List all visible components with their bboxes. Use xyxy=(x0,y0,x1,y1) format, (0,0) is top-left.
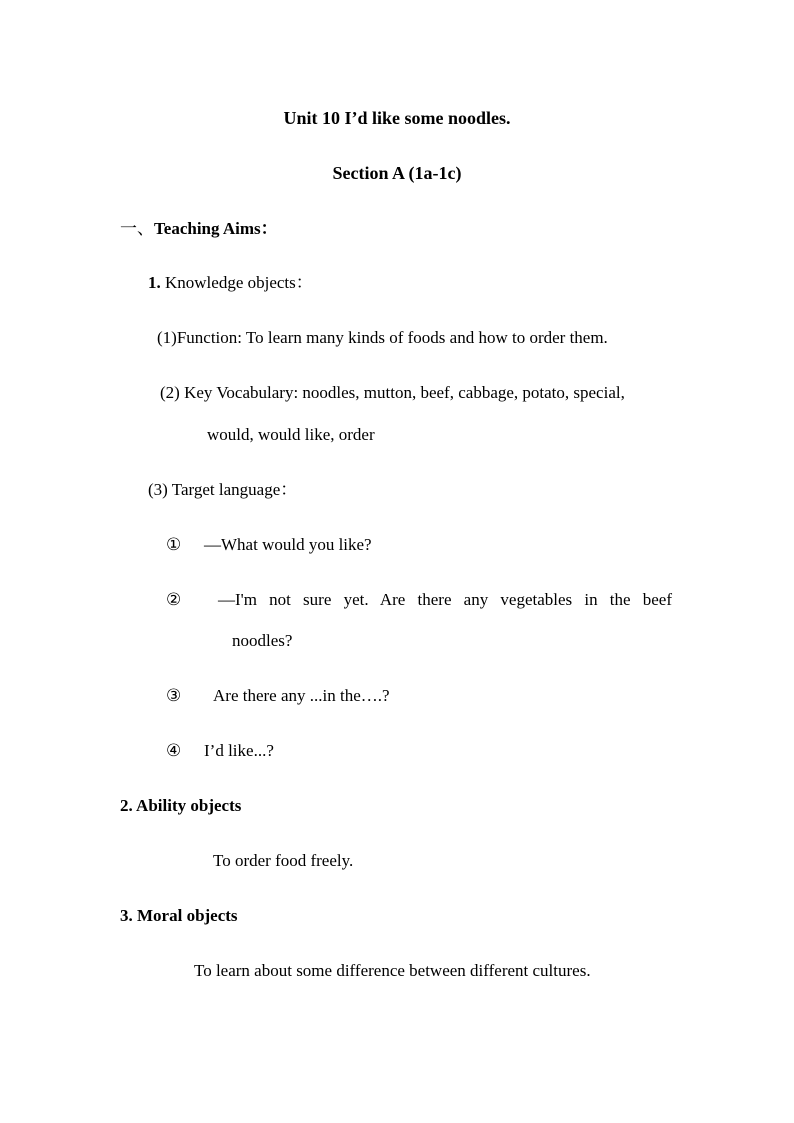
ability-objects-heading: 2. Ability objects xyxy=(120,796,242,815)
teaching-aims-heading xyxy=(120,219,278,239)
vocabulary-line-1: (2) Key Vocabulary: noodles, mutton, beef, cabbage, potato, special, xyxy=(160,383,625,402)
page-title: Unit 10 I’d like some noodles. xyxy=(283,108,511,128)
knowledge-number: 1. xyxy=(148,273,161,292)
target-item-3: Are there any ...in the….? xyxy=(213,686,390,705)
moral-objects-heading: 3. Moral objects xyxy=(120,906,238,925)
target-item-2-continuation: noodles? xyxy=(232,631,293,650)
item-marker-4: ④ xyxy=(166,741,182,761)
function-line: (1)Function: To learn many kinds of foods and how to order them. xyxy=(157,328,608,347)
target-item-4: I’d like...? xyxy=(204,741,274,760)
teaching-aims-label: Teaching Aims： xyxy=(154,219,278,238)
knowledge-label: Knowledge objects： xyxy=(160,273,313,292)
target-item-2: —I'm not sure yet. Are there any vegetables in the beef xyxy=(218,590,672,609)
ability-objects-text: To order food freely. xyxy=(213,851,354,870)
item-marker-3: ③ xyxy=(166,686,182,706)
moral-objects-text: To learn about some difference between different cultures. xyxy=(194,961,591,980)
vocabulary-line-2: would, would like, order xyxy=(207,425,375,444)
target-item-1: —What would you like? xyxy=(204,535,372,554)
knowledge-objects-heading xyxy=(148,273,313,293)
target-language-label: (3) Target language： xyxy=(148,480,298,499)
item-marker-2: ② xyxy=(166,590,182,610)
section-subtitle: Section A (1a-1c) xyxy=(332,163,462,183)
teaching-aims-prefix: 一、 xyxy=(120,219,154,238)
item-marker-1: ① xyxy=(166,535,182,555)
